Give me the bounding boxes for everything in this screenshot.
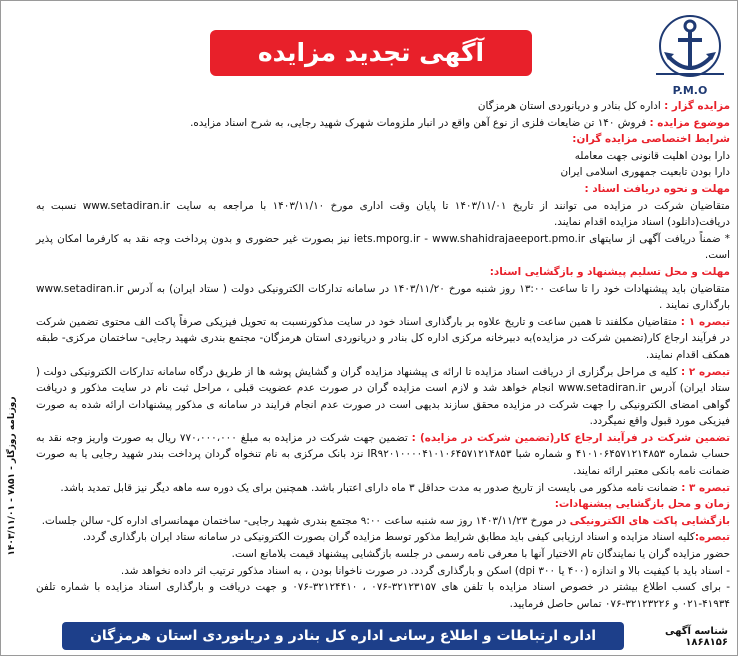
page-title: آگهی تجدید مزایده عمومی <box>210 30 532 76</box>
scan-quality-text: - اسناد باید با کیفیت بالا و اندازه (۴۰۰ یا dpi ۳۰۰) اسکن و بارگذاری گردد. در صورت ناخوانا بودن ، به اسناد مذکور ترتیب اثر داده نخواهد شد. <box>120 564 730 577</box>
subject-line <box>36 115 730 132</box>
documents-heading: مهلت و نحوه دریافت اسناد : <box>584 182 730 195</box>
guarantee-paragraph: تضمین شرکت در فرآیند ارجاع کار(تضمین شرکت در مزایده) : تضمین جهت شرکت در مزایده به مبلغ ۷۷۰،۰۰۰،۰۰۰ ریال به صورت واریز وجه نقد به حساب شماره ۴۱۰۱۰۶۴۵۷۱۲۱۴۸۵۳ و شماره شبا IR۹۲۰۱۰۰۰۰۴۱۰۱۰۶۴۵۷۱۲۱۴۸۵۳ نزد بانک مرکزی به نام تنخواه گردان پرداخت بندر شهید رجایی یا به صورت ضمانت نامه بانکی معتبر ارائه نمایند. <box>36 431 731 478</box>
ad-id: شناسه آگهی ۱۸۶۸۱۵۶ <box>664 626 728 648</box>
note-final-label: تبصره: <box>694 531 730 544</box>
newspaper-side-note <box>2 356 22 596</box>
note-2: تبصره ۲ : کلیه ی مراحل برگزاری از دریافت اسناد مزایده تا ارائه ی پیشنهاد مزایده گران و گشایش پوشه ها از طریق درگاه سامانه تدارکات الکترونیکی دولت ( ستاد ایران) آدرس www.setadiran.ir انجام خواهد شد و لازم است مزایده گران در صورت عدم عضویت قبلی ، مراحل ثبت نام در سایت مذکور و دریافت گواهی امضای الکترونیکی را جهت شرکت در مزایده محقق سازند بدیهی است در صورت عدم انجام فرایند در سامانه ی مذکور پیشنهادات ارائه شده به صورت فیزیکی مورد قبول واقع نمیگردد. <box>36 365 731 428</box>
documents-text: متقاضیان شرکت در مزایده می توانند از تاریخ ۱۴۰۳/۱۱/۰۱ تا پایان وقت اداری مورخ ۱۴۰۳/۱۱/۱۰ با مراجعه به سایت www.setadiran.ir نسبت به دریافت(دانلود) اسناد مزایده اقدام نمایند. <box>36 199 730 229</box>
websites-note: * ضمناً دریافت آگهی از سایتهای iets.mporg.ir - www.shahidrajaeeport.pmo.ir نیز بصورت غیر حضوری و بدون پرداخت وجه نقد به کارفرما امکان پذیر است. <box>36 232 731 262</box>
guarantee-label: تضمین شرکت در فرآیند ارجاع کار(تضمین شرکت در مزایده) : <box>411 431 731 444</box>
logo-text: P.M.O <box>672 84 708 97</box>
condition-1: دارا بودن اهلیت قانونی جهت معامله <box>574 149 730 162</box>
note-2-label: تبصره ۲ : <box>680 365 730 378</box>
subject-label: موضوع مزایده : <box>649 116 730 129</box>
submission-heading: مهلت و محل تسلیم پیشنهاد و بازگشایی اسناد: <box>489 265 730 278</box>
opening-heading: زمان و محل بازگشایی پیشنهادات: <box>554 498 730 511</box>
organizer-label: مزایده گزار : <box>664 100 730 112</box>
announcement-body <box>36 98 730 612</box>
side-note-text: روزنامه روزگار - ۷۸۵۱ - ۱۴۰۳/۱۱/۰۱ <box>7 396 17 556</box>
condition-2: دارا بودن تابعیت جمهوری اسلامی ایران <box>560 166 730 179</box>
note-3: تبصره ۳ : ضمانت نامه مذکور می بایست از تاریخ صدور به مدت حداقل ۳ ماه دارای اعتبار باشد. همچنین برای یک دوره سه ماهه دیگر نیز قابل تمدید باشد. <box>60 481 730 494</box>
note-1-label: تبصره ۱ : <box>680 315 730 328</box>
organizer-text: اداره کل بنادر و دریانوردی استان هرمزگان <box>477 100 661 112</box>
note-final: تبصره:کلیه اسناد مزایده و اسناد ارزیابی کیفی باید مطابق شرایط مذکور توسط مزایده گران بصورت الکترونیکی در سامانه ستاد ایران بارگذاری گردد. <box>82 531 730 544</box>
attendance-text: حضور مزایده گران یا نمایندگان تام الاختیار آنها با معرفی نامه رسمی در جلسه بازگشایی پیشنهاد قیمت بلامانع است. <box>231 548 730 561</box>
opening-label: بازگشایی پاکت های الکترونیکی <box>569 514 730 527</box>
note-1: تبصره ۱ : متقاضیان مکلفند تا همین ساعت و تاریخ علاوه بر بارگذاری اسناد خود در سایت مذکورنسبت به تحویل فیزیکی صرفاً پاکت الف محتوی تضمین شرکت در فرآیند ارجاع کار(تضمین شرکت در مزایده)به دبیرخانه مرکزی اداره کل بنادر و دریانوردی استان هرمزگان- مجتمع بندری شهید رجایی- ساختمان مرکزی- طبقه همکف اقدام نمایند. <box>36 315 730 361</box>
contact-text: - برای کسب اطلاع بیشتر در خصوص اسناد مزایده با تلفن های ۳۲۱۲۳۱۵۷-۰۷۶ ، ۳۲۱۲۴۴۱۰-۰۷۶ و جهت دریافت و بارگذاری اسناد مزایده با شماره تلفن ۴۱۹۳۴-۰۲۱ و ۳۲۱۲۳۲۲۶-۰۷۶ تماس حاصل فرمایید. <box>36 581 730 610</box>
footer-organization-bar: اداره ارتباطات و اطلاع رسانی اداره کل بنادر و دریانوردی استان هرمزگان <box>62 622 624 650</box>
opening-text: بازگشایی پاکت های الکترونیکی در مورخ ۱۴۰۳/۱۱/۲۳ روز سه شنبه ساعت ۹:۰۰ مجتمع بندری شهید رجایی- ساختمان مهمانسرای اداره کل- سالن جلسات. <box>41 514 730 527</box>
conditions-heading: شرایط اختصاصی مزایده گران: <box>572 133 730 146</box>
organizer-line <box>36 98 730 115</box>
note-3-label: تبصره ۳ : <box>681 481 730 494</box>
subject-text: فروش ۱۴۰ تن ضایعات فلزی از نوع آهن واقع در انبار ملزومات شهرک شهید رجایی، به شرح اسناد مزایده. <box>190 116 647 129</box>
submission-text: متقاضیان باید پیشنهادات خود را تا ساعت ۱۳:۰۰ روز شنبه مورخ ۱۴۰۳/۱۱/۲۰ در سامانه تدارکات الکترونیکی دولت ( ستاد ایران) به آدرس www.setadiran.ir بارگذاری نمایند . <box>36 282 730 312</box>
